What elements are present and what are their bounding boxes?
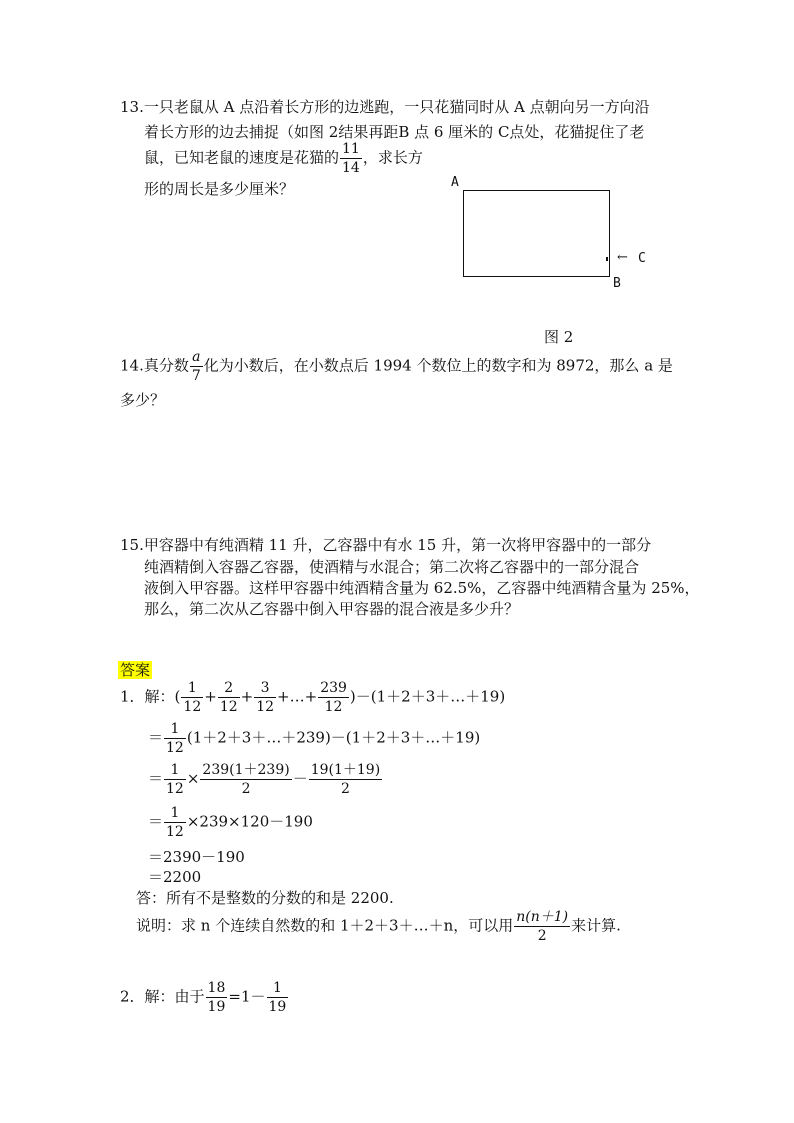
answer-2-line-1 [120,981,289,1014]
a1-note-frac [514,910,570,943]
answer-1-step-6: ＝2200 [148,868,202,886]
a1-frac-2 [218,681,240,714]
a1-frac-3-den: 12 [256,699,275,715]
q14-fraction-den: 7 [191,368,201,384]
a1-s3-frac-3 [309,763,382,796]
a1-frac-1-num: 1 [181,681,203,698]
a2-mid: =1－ [228,987,266,1006]
answers-heading-text: 答案 [120,661,151,679]
a1-s3-frac-2-den: 2 [241,781,251,797]
a1-s3-frac-2-num: 239(1＋239) [202,762,290,778]
a1-s3-frac-3-num: 19(1＋19) [310,762,381,778]
a1-s4-eq: ＝ [148,812,164,831]
answer-1-note [136,910,621,943]
q13-line-2: 着长方形的边去捕捉（如图 2结果再距B 点 6 厘米的 C点处，花猫捉住了老 [144,123,645,141]
a1-s3-frac-1-num: 1 [164,763,186,780]
answer-1-step-2 [148,722,480,755]
a1-note-frac-num: n(n＋1) [516,909,569,925]
q14-pre: 14.真分数 [120,356,189,375]
answer-1-line-1 [120,681,505,714]
q14-line-2: 多少？ [120,391,166,409]
a1-frac-2-den: 12 [219,699,238,715]
a2-frac-1-den: 19 [207,999,226,1015]
q13-line-3-post: ，求长方 [362,148,423,167]
a1-s3-frac-3-den: 2 [340,781,350,797]
a2-frac-1-num: 18 [207,980,226,996]
a1-s3-frac-1 [164,763,186,796]
a1-s2-tail: (1＋2＋3＋…＋239)－(1＋2＋3＋…＋19) [186,728,481,747]
a1-frac-4-num: 239 [320,680,347,696]
a2-frac-1 [206,981,228,1014]
q14-fraction [190,350,203,383]
q15-line-4: 那么，第二次从乙容器中倒入甲容器的混合液是多少升？ [144,600,520,618]
a1-frac-1-den: 12 [183,699,202,715]
q13-line-3-pre: 鼠，已知老鼠的速度是花猫的 [144,148,340,167]
a1-s4-frac [164,806,186,839]
a1-frac-4 [318,681,349,714]
figure-caption: 图 2 [544,328,574,346]
answer-1-step-5: ＝2390－190 [148,848,245,866]
a1-frac-1 [181,681,203,714]
a2-frac-2-num: 1 [267,981,289,998]
a2-frac-2 [267,981,289,1014]
a1-s3-eq: ＝ [148,769,164,788]
a1-s2-frac-num: 1 [164,722,186,739]
a1-frac-3-num: 3 [254,681,276,698]
a1-s4-frac-num: 1 [164,806,186,823]
a1-note-post: 来计算. [571,916,621,935]
q13-line-3 [144,142,423,175]
q14-post: 化为小数后，在小数点后 1994 个数位上的数字和为 8972，那么 a 是 [203,356,673,375]
a1-dots: +…+ [277,687,318,706]
answer-1-conclusion: 答：所有不是整数的分数的和是 2200. [136,889,394,907]
answer-1-step-4 [148,806,313,839]
a1-tail: )－(1＋2＋3＋…＋19) [349,687,506,706]
a1-s4-frac-den: 12 [166,824,184,840]
figure-label-b: B [613,276,621,291]
a1-s2-eq: ＝ [148,728,164,747]
a1-frac-3 [254,681,276,714]
point-c-mark [606,257,608,261]
q15-line-3: 液倒入甲容器。这样甲容器中纯酒精含量为 62.5%，乙容器中纯酒精含量为 25%， [144,579,700,597]
q13-fraction [340,142,362,175]
answer-1-step-3 [148,763,383,796]
a1-s4-tail: ×239×120－190 [186,812,313,831]
q13-line-4: 形的周长是多少厘米？ [144,180,295,198]
answers-heading [118,659,152,680]
q15-line-2: 纯酒精倒入容器乙容器，使酒精与水混合；第二次将乙容器中的一部分混合 [144,558,640,576]
a1-s3-minus: － [292,769,308,788]
q13-fraction-num: 11 [342,141,360,157]
figure-label-a: A [451,175,459,190]
q14-line-1 [120,350,673,383]
a2-frac-2-den: 19 [268,999,287,1015]
arrow-icon: ← [617,250,628,265]
a1-s3-frac-2 [200,763,291,796]
a1-s2-frac-den: 12 [166,740,184,756]
a1-plus-2: + [240,687,254,706]
q13-line-1: 13.一只老鼠从 A 点沿着长方形的边逃跑，一只花猫同时从 A 点朝向另一方向沿 [120,98,650,116]
a1-prefix: 1．解：( [120,687,181,706]
a1-s3-frac-1-den: 12 [166,781,184,797]
a2-pre: 2．解：由于 [120,987,205,1006]
figure-label-c: C [638,251,646,266]
rectangle-figure [463,190,610,277]
q14-fraction-num: a [190,350,203,367]
q13-fraction-den: 14 [342,160,360,176]
a1-note-frac-den: 2 [537,928,547,944]
a1-frac-2-num: 2 [218,681,240,698]
a1-s2-frac [164,722,186,755]
q15-line-1: 15.甲容器中有纯酒精 11 升，乙容器中有水 15 升，第一次将甲容器中的一部分 [120,536,652,554]
a1-frac-4-den: 12 [324,699,343,715]
a1-plus-1: + [204,687,217,706]
a1-note-pre: 说明：求 n 个连续自然数的和 1＋2＋3＋…＋n，可以用 [136,916,514,935]
a1-s3-times: × [186,769,200,788]
